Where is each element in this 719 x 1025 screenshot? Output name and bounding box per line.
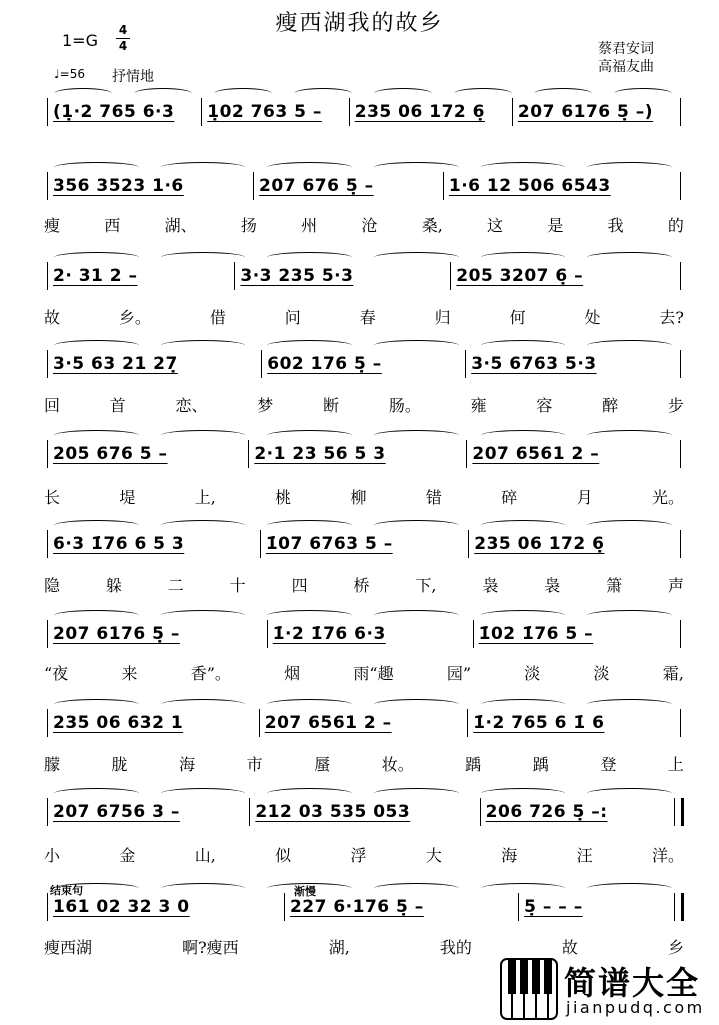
meter-top: 4 <box>118 23 128 37</box>
music-line <box>44 262 684 290</box>
slur <box>294 88 352 99</box>
barline <box>518 893 519 921</box>
slur <box>214 88 272 99</box>
slur <box>267 162 352 173</box>
lyric-syllable: 上, <box>194 488 216 507</box>
slur <box>587 430 672 441</box>
composer-credit: 高福友曲 <box>598 59 654 75</box>
barline <box>47 798 48 826</box>
time-signature <box>116 24 130 53</box>
measure <box>471 713 677 733</box>
measure-notes: 3·3 235 5·3 <box>240 266 354 286</box>
slur <box>587 883 672 894</box>
slur <box>161 252 246 263</box>
lyric-line <box>44 661 684 685</box>
slur <box>267 520 352 531</box>
barline <box>201 98 202 126</box>
measure <box>516 102 677 122</box>
measure-notes: 3·5 63 21 27̣ <box>53 354 178 374</box>
measure-notes: (1̣·2 765 6·3 <box>53 102 175 122</box>
lyric-syllable: 十 <box>229 576 246 595</box>
measure <box>51 102 198 122</box>
lyric-syllable: 声 <box>667 576 684 595</box>
lyric-syllable: 乡 <box>667 938 684 957</box>
lyric-syllable: 四 <box>291 576 308 595</box>
slur <box>267 430 352 441</box>
measure-notes: 207 6176 5̣ –) <box>517 102 654 122</box>
lyric-syllable: 错 <box>425 488 442 507</box>
lyric-syllable: 梦 <box>257 396 274 415</box>
lyric-syllable: 瘦 <box>44 216 61 235</box>
measure-notes: 602 176 5̣ – <box>267 354 382 374</box>
slur <box>54 430 139 441</box>
lyric-syllable: 箫 <box>606 576 623 595</box>
lyric-syllable: 海 <box>501 846 518 865</box>
lyric-line <box>44 843 684 867</box>
lyric-syllable: 踽 <box>465 755 482 774</box>
slur <box>374 252 459 263</box>
slur <box>134 88 192 99</box>
measure <box>51 444 245 464</box>
lyricist-credit: 蔡君安词 <box>598 41 654 57</box>
slur <box>481 883 566 894</box>
lyric-syllable: 桃 <box>275 488 292 507</box>
barline <box>512 98 513 126</box>
music-line <box>44 798 684 826</box>
end-barline <box>680 440 681 468</box>
watermark-logo <box>500 958 716 1022</box>
lyric-line <box>44 573 684 597</box>
lyric-syllable: 朦 <box>44 755 61 774</box>
end-barline <box>674 893 684 921</box>
slur-row <box>44 788 684 802</box>
slur <box>587 162 672 173</box>
measure-notes: 205 3207 6̣ – <box>456 266 584 286</box>
measure <box>257 176 440 196</box>
slur <box>481 610 566 621</box>
slur <box>267 340 352 351</box>
slur <box>54 340 139 351</box>
measure <box>447 176 677 196</box>
lyric-syllable: 雍 <box>470 396 487 415</box>
slur <box>481 699 566 710</box>
lyric-syllable: 霜, <box>662 664 684 683</box>
lyric-syllable: 醉 <box>602 396 619 415</box>
slur-row <box>44 430 684 444</box>
music-line <box>44 172 684 200</box>
lyric-syllable: 湖, <box>328 938 350 957</box>
slur <box>374 610 459 621</box>
song-title: 瘦西湖我的故乡 <box>275 11 444 36</box>
slur <box>587 610 672 621</box>
lyric-syllable: 首 <box>109 396 126 415</box>
lyric-syllable: 烟 <box>284 664 301 683</box>
measure-notes: 1̇·2 1̇76 6·3 <box>272 624 386 644</box>
watermark-brand: 简谱大全 <box>564 964 701 1002</box>
slur <box>161 610 246 621</box>
slur <box>267 699 352 710</box>
lyric-syllable: 下, <box>415 576 437 595</box>
lyric-syllable: 金 <box>119 846 136 865</box>
measure <box>51 897 281 917</box>
lyric-syllable: 何 <box>509 308 526 327</box>
lyric-syllable: 这 <box>487 216 504 235</box>
measure-notes: 1̇07 6763 5 – <box>265 534 393 554</box>
measure-notes: 235 06 172 6̣ <box>354 102 485 122</box>
end-barline <box>680 709 681 737</box>
barline <box>47 172 48 200</box>
measure <box>353 102 509 122</box>
barline <box>47 620 48 648</box>
lyric-syllable: 恋、 <box>175 396 208 415</box>
slur <box>54 162 139 173</box>
slur <box>161 883 246 894</box>
measure <box>472 534 677 554</box>
lyric-line <box>44 393 684 417</box>
barline <box>260 530 261 558</box>
lyric-syllable: 躲 <box>105 576 122 595</box>
lyric-line <box>44 305 684 329</box>
measure <box>238 266 447 286</box>
measure <box>51 713 256 733</box>
measure <box>51 266 231 286</box>
lyric-syllable: 小 <box>44 846 61 865</box>
end-barline <box>674 798 684 826</box>
slur-row <box>44 699 684 713</box>
measure-notes: 1̇·2 765 6 1̇ 6 <box>473 713 605 733</box>
slur <box>481 162 566 173</box>
lyric-syllable: 问 <box>284 308 301 327</box>
measure-notes: 235 06 632 1 <box>53 713 184 733</box>
barline <box>443 172 444 200</box>
end-barline <box>680 350 681 378</box>
slur <box>481 520 566 531</box>
measure-notes: 3·5 6763 5·3 <box>471 354 597 374</box>
measure-notes: 5̣ – – – <box>524 897 583 917</box>
tempo-marking: ♩=56 <box>54 67 85 81</box>
barline <box>465 350 466 378</box>
lyric-syllable: 来 <box>121 664 138 683</box>
slur <box>587 699 672 710</box>
measure <box>252 444 463 464</box>
lyric-syllable: 碎 <box>501 488 518 507</box>
lyric-syllable: 袅 <box>482 576 499 595</box>
barline <box>261 350 262 378</box>
slur <box>374 340 459 351</box>
lyric-syllable: 大 <box>425 846 442 865</box>
lyric-syllable: 妆。 <box>381 755 414 774</box>
measure <box>51 176 250 196</box>
music-line <box>44 620 684 648</box>
lyric-syllable: 我 <box>607 216 624 235</box>
barline <box>259 709 260 737</box>
ending-label: 结束句 <box>50 884 83 897</box>
slur <box>374 788 459 799</box>
slur-row <box>44 520 684 534</box>
watermark-url: jianpudq.com <box>566 998 705 1017</box>
lyric-syllable: 州 <box>301 216 318 235</box>
lyric-syllable: 归 <box>434 308 451 327</box>
slur <box>54 788 139 799</box>
barline <box>234 262 235 290</box>
lyric-line <box>44 485 684 509</box>
music-line <box>44 440 684 468</box>
slur <box>374 88 432 99</box>
lyric-syllable: 洋。 <box>651 846 684 865</box>
lyric-syllable: 袅 <box>544 576 561 595</box>
measure-notes: 2· 31 2 – <box>53 266 138 286</box>
music-line <box>44 350 684 378</box>
lyric-line <box>44 752 684 776</box>
slur-row <box>44 883 684 897</box>
measure <box>469 354 677 374</box>
barline <box>47 893 48 921</box>
slur <box>454 88 512 99</box>
measure-notes: 161 02 32 3 0 <box>53 897 190 917</box>
key-signature: 1=G <box>62 31 98 50</box>
slur <box>161 699 246 710</box>
barline <box>267 620 268 648</box>
end-barline <box>680 530 681 558</box>
measure-notes: 1̣02 763 5 – <box>207 102 322 122</box>
slur <box>587 788 672 799</box>
slur <box>267 610 352 621</box>
music-line <box>44 709 684 737</box>
expression-marking: 抒情地 <box>112 69 154 85</box>
lyric-syllable: 山, <box>194 846 216 865</box>
slur <box>374 430 459 441</box>
slur <box>161 520 246 531</box>
barline <box>47 709 48 737</box>
measure <box>264 534 465 554</box>
lyric-syllable: 我的 <box>439 938 472 957</box>
lyric-syllable: 故 <box>44 308 61 327</box>
lyric-syllable: 容 <box>536 396 553 415</box>
lyric-syllable: 浮 <box>350 846 367 865</box>
slur <box>481 430 566 441</box>
measure <box>51 624 264 644</box>
lyric-syllable: 处 <box>584 308 601 327</box>
lyric-syllable: 园” <box>446 664 472 683</box>
lyric-syllable: 光。 <box>651 488 684 507</box>
measure-notes: 235 06 172 6̣ <box>474 534 605 554</box>
measure <box>253 802 476 822</box>
lyric-syllable: 沧 <box>361 216 378 235</box>
lyric-syllable: 湖、 <box>164 216 197 235</box>
measure <box>51 802 246 822</box>
slur <box>614 88 672 99</box>
lyric-syllable: 上 <box>667 755 684 774</box>
lyric-syllable: “夜 <box>44 664 69 683</box>
lyric-syllable: 踽 <box>532 755 549 774</box>
slur <box>54 88 112 99</box>
barline <box>47 262 48 290</box>
slur <box>587 520 672 531</box>
measure <box>454 266 677 286</box>
lyric-syllable: 西 <box>104 216 121 235</box>
lyric-syllable: 乡。 <box>118 308 151 327</box>
measure-notes: 207 6561 2 – <box>472 444 600 464</box>
lyric-syllable: 去? <box>659 308 684 327</box>
measure-notes: 356 3523 1·6 <box>53 176 184 196</box>
measure-notes: 227 6·176 5̣ – <box>289 897 424 917</box>
lyric-syllable: 蜃 <box>314 755 331 774</box>
slur-row <box>44 610 684 624</box>
measure-notes: 1·6 12 506 6543 <box>448 176 611 196</box>
measure-notes: 207 6176 5̣ – <box>53 624 180 644</box>
slur <box>481 788 566 799</box>
slur-row <box>44 252 684 266</box>
end-barline <box>680 172 681 200</box>
measure-notes: 6·3 1̇76 6 5 3 <box>53 534 185 554</box>
measure <box>51 534 257 554</box>
measure <box>205 102 346 122</box>
lyric-syllable: 隐 <box>44 576 61 595</box>
slur <box>481 252 566 263</box>
lyric-syllable: 长 <box>44 488 61 507</box>
lyric-syllable: 借 <box>209 308 226 327</box>
lyric-syllable: 堤 <box>119 488 136 507</box>
lyric-syllable: 登 <box>600 755 617 774</box>
barline <box>249 798 250 826</box>
barline <box>468 530 469 558</box>
barline <box>466 440 467 468</box>
lyric-syllable: 桑, <box>421 216 443 235</box>
measure-notes: 212 03 535 053 <box>255 802 411 822</box>
measure-notes: 207 676 5̣ – <box>259 176 374 196</box>
lyric-syllable: 汪 <box>576 846 593 865</box>
slur <box>54 252 139 263</box>
measure <box>263 713 464 733</box>
lyric-syllable: 肠。 <box>388 396 421 415</box>
lyric-syllable: 步 <box>667 396 684 415</box>
measure <box>265 354 462 374</box>
barline <box>284 893 285 921</box>
measure <box>470 444 677 464</box>
lyric-syllable: 回 <box>44 396 61 415</box>
measure-notes: 207 6756 3 – <box>53 802 180 822</box>
measure <box>51 354 258 374</box>
slur <box>374 699 459 710</box>
slur <box>54 610 139 621</box>
lyric-syllable: 瘦西湖 <box>44 938 93 957</box>
lyric-syllable: 胧 <box>111 755 128 774</box>
slur <box>54 699 139 710</box>
measure <box>288 897 515 917</box>
lyric-syllable: 二 <box>167 576 184 595</box>
lyric-syllable: 春 <box>359 308 376 327</box>
barline <box>47 440 48 468</box>
lyric-syllable: 的 <box>667 216 684 235</box>
slur <box>161 340 246 351</box>
lyric-syllable: 淡 <box>524 664 541 683</box>
slur <box>267 252 352 263</box>
measure <box>484 802 674 822</box>
lyric-syllable: 柳 <box>350 488 367 507</box>
measure-notes: 207 6561 2 – <box>264 713 392 733</box>
lyric-syllable: 是 <box>547 216 564 235</box>
slur <box>374 162 459 173</box>
lyric-syllable: 桥 <box>353 576 370 595</box>
slur <box>587 340 672 351</box>
measure-notes: 205 676 5 – <box>53 444 168 464</box>
slur <box>481 340 566 351</box>
slur <box>267 788 352 799</box>
barline <box>248 440 249 468</box>
slur-row <box>44 88 684 102</box>
lyric-line <box>44 213 684 237</box>
slur <box>374 520 459 531</box>
end-barline <box>680 620 681 648</box>
measure <box>522 897 674 917</box>
piano-keys-icon <box>500 958 558 1020</box>
lyric-syllable: 月 <box>576 488 593 507</box>
lyric-syllable: 市 <box>246 755 263 774</box>
slur <box>161 162 246 173</box>
lyric-syllable: 故 <box>561 938 578 957</box>
slur <box>587 252 672 263</box>
lyric-syllable: 断 <box>323 396 340 415</box>
slur-row <box>44 340 684 354</box>
measure <box>271 624 470 644</box>
barline <box>47 98 48 126</box>
music-line <box>44 98 684 126</box>
lyric-syllable: 淡 <box>593 664 610 683</box>
measure-notes: 2·1 23 56 5 3 <box>254 444 386 464</box>
barline <box>47 350 48 378</box>
measure-notes: 206 726 5̣ –: <box>485 802 608 822</box>
slur <box>374 883 459 894</box>
barline <box>349 98 350 126</box>
measure-notes: 1̇02 1̇76 5 – <box>478 624 594 644</box>
lyric-line <box>44 935 684 959</box>
slur <box>534 88 592 99</box>
lyric-syllable: 香”。 <box>190 664 231 683</box>
lyric-syllable: 海 <box>179 755 196 774</box>
barline <box>47 530 48 558</box>
slur <box>54 520 139 531</box>
ritardando-label: 渐慢 <box>294 885 316 898</box>
end-barline <box>680 262 681 290</box>
slur <box>161 430 246 441</box>
measure <box>477 624 677 644</box>
barline <box>480 798 481 826</box>
lyric-syllable: 啊?瘦西 <box>182 938 239 957</box>
barline <box>473 620 474 648</box>
lyric-syllable: 扬 <box>240 216 257 235</box>
music-line <box>44 530 684 558</box>
end-barline <box>680 98 681 126</box>
barline <box>450 262 451 290</box>
slur-row <box>44 162 684 176</box>
music-line <box>44 893 684 921</box>
lyric-syllable: 雨“趣 <box>353 664 394 683</box>
meter-bottom: 4 <box>118 39 128 53</box>
barline <box>467 709 468 737</box>
slur <box>161 788 246 799</box>
lyric-syllable: 似 <box>275 846 292 865</box>
barline <box>253 172 254 200</box>
